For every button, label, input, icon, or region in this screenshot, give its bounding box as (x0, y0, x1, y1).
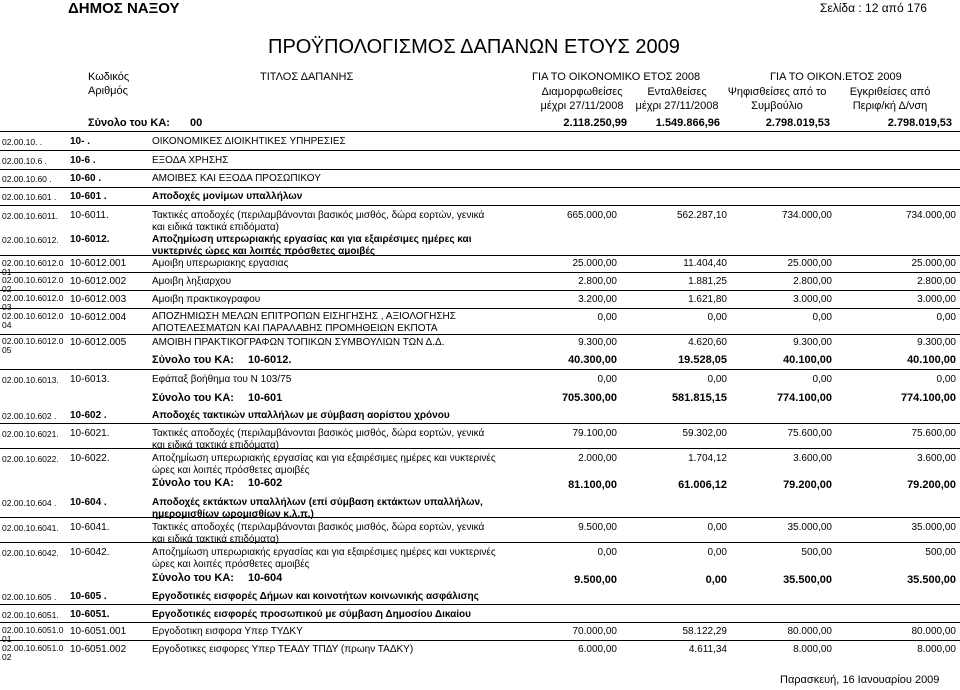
divider (0, 369, 960, 370)
divider (0, 640, 960, 641)
row-number: 10-6013. (70, 374, 110, 385)
sum-v3: 774.100,00 (776, 392, 832, 404)
ka-total-v3: 2.798.019,53 (765, 117, 830, 129)
row-v3: 8.000,00 (793, 644, 832, 655)
row-v4: 8.000,00 (917, 644, 956, 655)
row-v2: 0,00 (707, 547, 727, 558)
sum-v2: 61.006,12 (678, 479, 727, 491)
row-v1: 6.000,00 (578, 644, 617, 655)
row-number: 10-6012.001 (70, 258, 127, 269)
ka-total-v1: 2.118.250,99 (563, 117, 627, 129)
row-number: 10-6041. (70, 522, 110, 533)
row-number: 10-6042. (70, 547, 110, 558)
footer-date: Παρασκευή, 16 Ιανουαρίου 2009 (780, 674, 940, 686)
row-code: 02.00.10.6051.0 02 (2, 643, 64, 662)
divider (0, 517, 960, 518)
divider (0, 205, 960, 206)
row-v2: 58.122,29 (682, 626, 727, 637)
row-v4: 3.600,00 (917, 453, 956, 464)
sum-v3: 40.100,00 (783, 354, 832, 366)
divider (0, 169, 960, 170)
row-v3: 80.000,00 (787, 626, 832, 637)
row-number: 10-6012.002 (70, 276, 127, 287)
row-v1: 2.000,00 (578, 453, 617, 464)
divider (0, 622, 960, 623)
row-title: Αποδοχές μονίμων υπαλλήλων (152, 191, 303, 202)
col-fy2009: ΓΙΑ ΤΟ ΟΙΚΟΝ.ΕΤΟΣ 2009 (770, 71, 902, 83)
row-v2: 0,00 (707, 522, 727, 533)
row-v3: 3.000,00 (793, 294, 832, 305)
row-number: 10-6012.003 (70, 294, 127, 305)
row-v2: 562.287,10 (676, 210, 727, 221)
row-v4: 25.000,00 (911, 258, 956, 269)
row-code: 02.00.10.605 . (2, 592, 57, 602)
row-number: 10-601 . (70, 191, 107, 202)
row-number: 10-6051. (70, 609, 110, 620)
row-title: Εργοδοτικές εισφορές προσωπικού με σύμβαση Δημοσίου Δικαίου (152, 609, 471, 620)
sum-code: 10-601 (248, 392, 283, 404)
row-title: Αμοιβη πρακτικογραφου (152, 294, 261, 305)
row-title: Αποζημίωση υπερωριακής εργασίας και για εξαιρέσιμες ημέρες και νυκτερινές ώρες και λοιπές πρόσθετες αμοιβές (152, 234, 472, 257)
divider (0, 290, 960, 291)
divider (0, 448, 960, 449)
sum-code: 10-604 (248, 572, 283, 584)
col-title: ΤΙΤΛΟΣ ΔΑΠΑΝΗΣ (260, 71, 354, 83)
row-code: 02.00.10.602 . (2, 411, 57, 421)
row-v4: 3.000,00 (917, 294, 956, 305)
row-title: ΟΙΚΟΝΟΜΙΚΕΣ ΔΙΟΙΚΗΤΙΚΕΣ ΥΠΗΡΕΣΙΕΣ (152, 136, 346, 147)
row-v4: 2.800,00 (917, 276, 956, 287)
ka-total-v4: 2.798.019,53 (887, 117, 952, 129)
row-number: 10-6012. (70, 234, 110, 245)
divider (0, 308, 960, 309)
row-title: Εφάπαξ βοήθημα του Ν 103/75 (152, 374, 292, 385)
row-v4: 500,00 (925, 547, 956, 558)
row-title: Αμοιβη υπερωριακης εργασιας (152, 258, 289, 269)
row-code: 02.00.10.60 . (2, 174, 52, 184)
row-title: Αποδοχές εκτάκτων υπαλλήλων (επί σύμβαση εκτάκτων υπαλλήλων, ημερομισθίων ωρομισθίων κ.λ.π.) (152, 497, 483, 520)
sum-v4: 79.200,00 (907, 479, 956, 491)
col-approved: Εγκριθείσες από Περιφ/κή Δ/νση (849, 86, 931, 112)
ka-total-code: 00 (190, 117, 203, 129)
row-title: Τακτικές αποδοχές (περιλαμβάνονται βασικός μισθός, δώρα εορτών, γενικά και ειδικά τακτικά επιδόματα) (152, 210, 485, 233)
col-fy2008: ΓΙΑ ΤΟ ΟΙΚΟΝΟΜΙΚΟ ΕΤΟΣ 2008 (532, 71, 701, 83)
row-v3: 0,00 (812, 312, 832, 323)
divider (0, 255, 960, 256)
row-v3: 734.000,00 (781, 210, 832, 221)
row-code: 02.00.10.6041. (2, 523, 59, 533)
row-title: ΑΜΟΙΒΗ ΠΡΑΚΤΙΚΟΓΡΑΦΩΝ ΤΟΠΙΚΩΝ ΣΥΜΒΟΥΛΙΩΝ ΤΩΝ Δ.Δ. (152, 337, 445, 348)
col-formed: Διαμορφωθείσες μέχρι 27/11/2008 (540, 86, 624, 112)
municipality-name: ΔΗΜΟΣ ΝΑΞΟΥ (68, 0, 180, 17)
row-v4: 35.000,00 (911, 522, 956, 533)
row-code: 02.00.10.604 . (2, 498, 57, 508)
row-v3: 9.300,00 (793, 337, 832, 348)
row-number: 10-6051.001 (70, 626, 127, 637)
row-v3: 3.600,00 (793, 453, 832, 464)
row-code: 02.00.10.601 . (2, 192, 57, 202)
row-code: 02.00.10.6012.0 05 (2, 336, 64, 355)
sum-label: Σύνολο του ΚΑ: (152, 354, 234, 366)
row-v1: 0,00 (597, 312, 617, 323)
sum-code: 10-602 (248, 477, 283, 489)
ka-total-label: Σύνολο του ΚΑ: (88, 117, 170, 129)
sum-v1: 705.300,00 (561, 392, 617, 404)
divider (0, 272, 960, 273)
divider (0, 542, 960, 543)
row-v2: 1.621,80 (688, 294, 727, 305)
row-title: Τακτικές αποδοχές (περιλαμβάνονται βασικός μισθός, δώρα εορτών, γενικά και ειδικά τακτικά επιδόματα) (152, 428, 485, 451)
row-code: 02.00.10.6013. (2, 375, 59, 385)
row-title: Εργοδοτικη εισφορα Υπερ ΤΥΔΚΥ (152, 626, 303, 637)
col-ordered: Ενταλθείσες μέχρι 27/11/2008 (635, 86, 719, 112)
row-code: 02.00.10.6012. (2, 235, 59, 245)
row-code: 02.00.10.6021. (2, 429, 59, 439)
row-v3: 25.000,00 (787, 258, 832, 269)
row-v2: 11.404,40 (683, 258, 727, 269)
row-v4: 0,00 (936, 312, 956, 323)
row-v2: 1.881,25 (688, 276, 727, 287)
row-v2: 59.302,00 (682, 428, 727, 439)
row-number: 10- . (70, 136, 91, 147)
row-code: 02.00.10.6012.0 03 (2, 293, 64, 312)
row-title: ΑΜΟΙΒΕΣ ΚΑΙ ΕΞΟΔΑ ΠΡΟΣΩΠΙΚΟΥ (152, 173, 321, 184)
row-v4: 734.000,00 (905, 210, 956, 221)
row-v4: 0,00 (936, 374, 956, 385)
row-v2: 0,00 (707, 374, 727, 385)
row-v1: 9.500,00 (578, 522, 617, 533)
row-v2: 1.704,12 (688, 453, 727, 464)
row-title: Εργοδοτικές εισφορές Δήμων και κοινοτήτων κοινωνικής ασφάλισης (152, 591, 479, 602)
row-v1: 3.200,00 (578, 294, 617, 305)
row-number: 10-6051.002 (70, 644, 127, 655)
row-v4: 80.000,00 (911, 626, 956, 637)
row-number: 10-6 . (70, 155, 96, 166)
row-number: 10-6012.005 (70, 337, 127, 348)
row-v1: 2.800,00 (578, 276, 617, 287)
row-number: 10-6021. (70, 428, 110, 439)
sum-v4: 35.500,00 (907, 574, 956, 586)
sum-v1: 9.500,00 (574, 574, 617, 586)
row-code: 02.00.10.6051.0 01 (2, 625, 64, 644)
row-v1: 25.000,00 (572, 258, 617, 269)
row-v2: 4.620,60 (688, 337, 727, 348)
row-number: 10-6011. (70, 210, 109, 221)
row-v3: 2.800,00 (793, 276, 832, 287)
row-v4: 75.600,00 (911, 428, 956, 439)
divider (0, 187, 960, 188)
divider (0, 334, 960, 335)
row-v1: 9.300,00 (578, 337, 617, 348)
row-title: Τακτικές αποδοχές (περιλαμβάνονται βασικός μισθός, δώρα εορτών, γενικά και ειδικά τακτικά επιδόματα) (152, 522, 485, 545)
row-code: 02.00.10.6 . (2, 156, 47, 166)
row-code: 02.00.10.6051. (2, 610, 59, 620)
row-title: Αμοιβη ληξιαρχου (152, 276, 232, 287)
sum-label: Σύνολο του ΚΑ: (152, 477, 234, 489)
row-v4: 9.300,00 (917, 337, 956, 348)
sum-v3: 79.200,00 (783, 479, 832, 491)
col-code: Κωδικός Αριθμός (88, 71, 130, 97)
row-v2: 4.611,34 (688, 644, 727, 655)
row-v1: 0,00 (597, 374, 617, 385)
row-v3: 35.000,00 (787, 522, 832, 533)
divider (0, 604, 960, 605)
row-code: 02.00.10.6012.0 01 (2, 258, 64, 277)
row-number: 10-602 . (70, 410, 107, 421)
row-number: 10-6012.004 (70, 312, 127, 323)
sum-label: Σύνολο του ΚΑ: (152, 572, 234, 584)
ka-total-v2: 1.549.866,96 (655, 117, 720, 129)
sum-label: Σύνολο του ΚΑ: (152, 392, 234, 404)
row-number: 10-60 . (70, 173, 102, 184)
row-code: 02.00.10.6022. (2, 454, 59, 464)
row-v1: 0,00 (597, 547, 617, 558)
sum-v1: 40.300,00 (568, 354, 617, 366)
sum-v2: 0,00 (705, 574, 727, 586)
row-title: Αποζημίωση υπερωριακής εργασίας και για εξαιρέσιμες ημέρες και νυκτερινές ώρες και λοιπές πρόσθετες αμοιβές (152, 453, 496, 476)
sum-v2: 19.528,05 (678, 354, 727, 366)
row-v3: 75.600,00 (787, 428, 832, 439)
row-title: ΕΞΟΔΑ ΧΡΗΣΗΣ (152, 155, 229, 166)
row-v3: 0,00 (812, 374, 832, 385)
row-title: Αποζημίωση υπερωριακής εργασίας και για εξαιρέσιμες ημέρες και νυκτερινές ώρες και λοιπές πρόσθετες αμοιβές (152, 547, 496, 570)
divider (0, 150, 960, 151)
row-code: 02.00.10. . (2, 137, 43, 147)
row-v2: 0,00 (707, 312, 727, 323)
row-code: 02.00.10.6012.0 02 (2, 275, 64, 294)
sum-v3: 35.500,00 (783, 574, 832, 586)
row-v1: 70.000,00 (572, 626, 617, 637)
row-v1: 79.100,00 (572, 428, 617, 439)
row-number: 10-6022. (70, 453, 110, 464)
page-indicator: Σελίδα : 12 από 176 (820, 1, 927, 15)
row-number: 10-605 . (70, 591, 107, 602)
sum-code: 10-6012. (248, 354, 292, 366)
row-title: Αποδοχές τακτικών υπαλλήλων με σύμβαση αορίστου χρόνου (152, 410, 450, 421)
row-code: 02.00.10.6042. (2, 548, 59, 558)
sum-v4: 40.100,00 (907, 354, 956, 366)
sum-v4: 774.100,00 (900, 392, 956, 404)
sum-v2: 581.815,15 (671, 392, 727, 404)
row-code: 02.00.10.6011. (2, 211, 59, 221)
row-v1: 665.000,00 (566, 210, 617, 221)
row-title: ΑΠΟΖΗΜΙΩΣΗ ΜΕΛΩΝ ΕΠΙΤΡΟΠΩΝ ΕΙΣΗΓΗΣΗΣ , ΑΞΙΟΛΟΓΗΣΗΣ ΑΠΟΤΕΛΕΣΜΑΤΩΝ ΚΑΙ ΠΑΡΑΛΑΒΗΣ ΠΡΟΜΗΘΕΙΩΝ ΕΚΠΟΤΑ (152, 311, 456, 334)
divider (0, 423, 960, 424)
sum-v1: 81.100,00 (568, 479, 617, 491)
col-voted: Ψηφισθείσες από το Συμβούλιο (727, 86, 827, 112)
row-title: Εργοδοτικες εισφορες Υπερ ΤΕΑΔΥ ΤΠΔΥ (πρωην ΤΑΔΚΥ) (152, 644, 414, 655)
row-v3: 500,00 (801, 547, 832, 558)
row-code: 02.00.10.6012.0 04 (2, 311, 64, 330)
divider (0, 131, 960, 132)
page-title: ΠΡΟΫΠΟΛΟΓΙΣΜΟΣ ΔΑΠΑΝΩΝ ΕΤΟΥΣ 2009 (268, 36, 680, 58)
row-number: 10-604 . (70, 497, 107, 508)
